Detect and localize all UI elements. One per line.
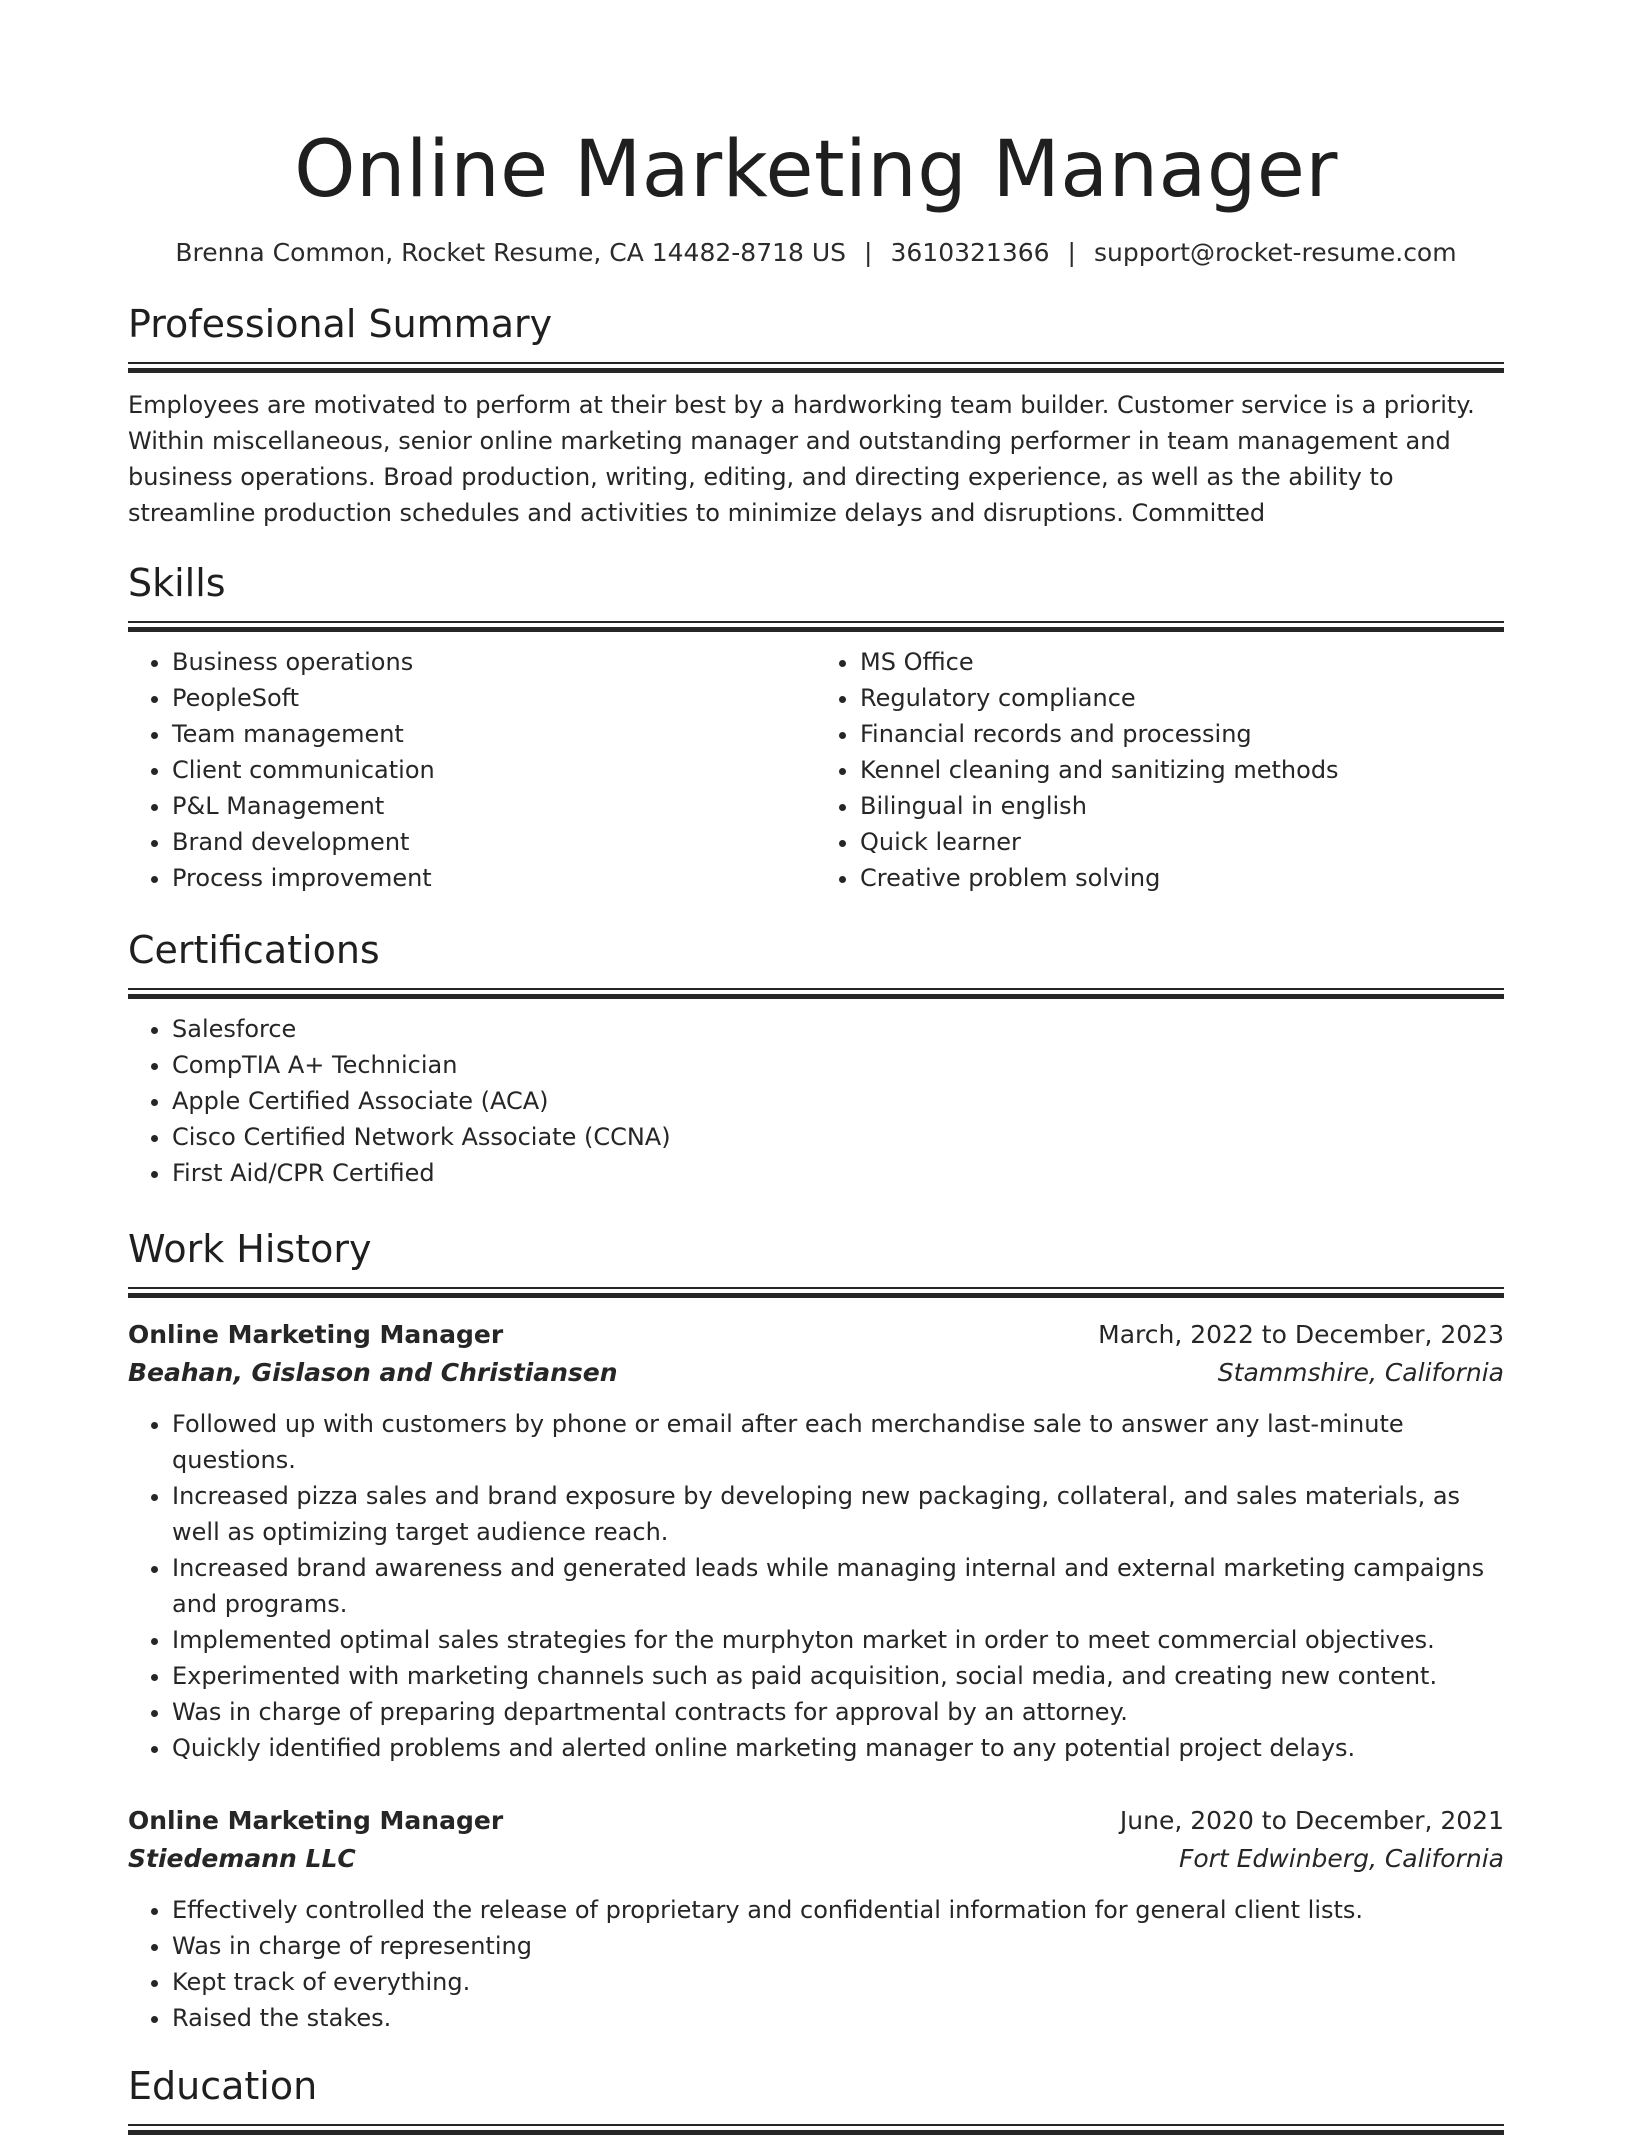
- job-entry: [128, 1802, 1504, 2036]
- skill-item: • Creative problem solving: [860, 860, 1504, 896]
- skills-columns: [128, 632, 1504, 896]
- job-bullet: • Raised the stakes.: [172, 2000, 1504, 2036]
- work-history-section: [128, 1225, 1504, 2036]
- job-bullet: • Increased brand awareness and generated leads while managing internal and external marketing campaigns and programs.: [172, 1550, 1504, 1622]
- certification-item: • Salesforce: [172, 1011, 1504, 1047]
- job-company: Beahan, Gislason and Christiansen: [128, 1358, 618, 1387]
- skill-item: • P&L Management: [172, 788, 816, 824]
- job-header-row: [128, 1802, 1504, 1840]
- certification-item: • CompTIA A+ Technician: [172, 1047, 1504, 1083]
- job-bullet: • Was in charge of preparing departmental contracts for approval by an attorney.: [172, 1694, 1504, 1730]
- job-header-row: [128, 1316, 1504, 1354]
- contact-line: [128, 236, 1504, 270]
- job-bullet: • Kept track of everything.: [172, 1964, 1504, 2000]
- job-bullets: [128, 1892, 1504, 2036]
- skill-item: • Client communication: [172, 752, 816, 788]
- job-bullet: • Effectively controlled the release of proprietary and confidential information for general client lists.: [172, 1892, 1504, 1928]
- resume-title: Online Marketing Manager: [294, 125, 1338, 215]
- skill-item: • MS Office: [860, 644, 1504, 680]
- skill-item: • Process improvement: [172, 860, 816, 896]
- contact-email: support@rocket-resume.com: [1093, 238, 1457, 267]
- certification-item: • Apple Certified Associate (ACA): [172, 1083, 1504, 1119]
- skill-item: • Team management: [172, 716, 816, 752]
- job-title: Online Marketing Manager: [128, 1320, 504, 1349]
- section-heading: Professional Summary: [128, 302, 553, 346]
- job-bullets: [128, 1406, 1504, 1766]
- skills-section: [128, 559, 1504, 896]
- section-divider: [128, 2124, 1504, 2135]
- contact-address: Brenna Common, Rocket Resume, CA 14482-8718 US: [175, 238, 847, 267]
- skill-item: • Kennel cleaning and sanitizing methods: [860, 752, 1504, 788]
- job-bullet: • Experimented with marketing channels such as paid acquisition, social media, and creating new content.: [172, 1658, 1504, 1694]
- skill-item: • Financial records and processing: [860, 716, 1504, 752]
- section-heading: Education: [128, 2064, 318, 2108]
- skill-item: • Regulatory compliance: [860, 680, 1504, 716]
- section-heading: Certifications: [128, 928, 380, 972]
- job-company: Stiedemann LLC: [128, 1844, 356, 1873]
- job-entry: [128, 1316, 1504, 1766]
- section-divider: [128, 362, 1504, 373]
- certifications-section: [128, 926, 1504, 1191]
- job-bullet: • Was in charge of representing: [172, 1928, 1504, 1964]
- skills-list-right: [816, 644, 1504, 896]
- section-heading: Work History: [128, 1227, 372, 1271]
- certification-item: • First Aid/CPR Certified: [172, 1155, 1504, 1191]
- job-location: Fort Edwinberg, California: [1178, 1844, 1504, 1873]
- job-location: Stammshire, California: [1217, 1358, 1504, 1387]
- job-dates: March, 2022 to December, 2023: [1098, 1320, 1504, 1349]
- contact-separator: |: [864, 238, 873, 267]
- job-bullet: • Followed up with customers by phone or email after each merchandise sale to answer any last-minute questions.: [172, 1406, 1504, 1478]
- job-bullet: • Increased pizza sales and brand exposure by developing new packaging, collateral, and sales materials, as well as optimizing target audience reach.: [172, 1478, 1504, 1550]
- skill-item: • Bilingual in english: [860, 788, 1504, 824]
- job-company-row: [128, 1840, 1504, 1878]
- certification-item: • Cisco Certified Network Associate (CCNA): [172, 1119, 1504, 1155]
- education-section: [128, 2062, 1504, 2135]
- contact-separator: |: [1067, 238, 1076, 267]
- contact-phone: 3610321366: [890, 238, 1050, 267]
- section-divider: [128, 988, 1504, 999]
- job-bullet: • Implemented optimal sales strategies for the murphyton market in order to meet commercial objectives.: [172, 1622, 1504, 1658]
- job-title: Online Marketing Manager: [128, 1806, 504, 1835]
- section-heading: Skills: [128, 561, 226, 605]
- summary-text: Employees are motivated to perform at their best by a hardworking team builder. Customer service is a priority. Within miscellaneous, senior online marketing manager and outstanding performer in team management and business operations. Broad production, writing, editing, and directing experience, as well as the ability to streamline production schedules and activities to minimize delays and disruptions. Committed: [128, 391, 1475, 527]
- skill-item: • Quick learner: [860, 824, 1504, 860]
- summary-section: [128, 300, 1504, 531]
- skill-item: • Brand development: [172, 824, 816, 860]
- skill-item: • PeopleSoft: [172, 680, 816, 716]
- job-bullet: • Quickly identified problems and alerted online marketing manager to any potential project delays.: [172, 1730, 1504, 1766]
- job-company-row: [128, 1354, 1504, 1392]
- job-dates: June, 2020 to December, 2021: [1119, 1806, 1504, 1835]
- section-divider: [128, 1287, 1504, 1298]
- skills-list-left: [128, 644, 816, 896]
- skill-item: • Business operations: [172, 644, 816, 680]
- section-divider: [128, 621, 1504, 632]
- certifications-list: [128, 1011, 1504, 1191]
